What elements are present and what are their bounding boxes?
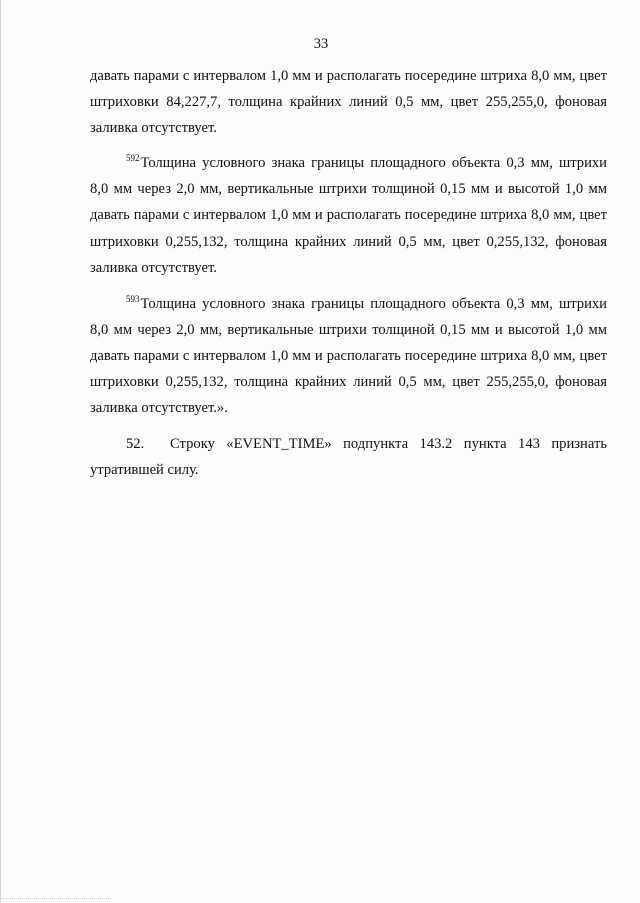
item-52-paragraph <box>90 431 607 483</box>
paragraph-continuation <box>90 63 607 141</box>
scan-edge-line <box>1 898 111 903</box>
paragraph-text: Толщина условного знака границы площадного объекта 0,3 мм, штрихи 8,0 мм через 2,0 мм, вертикальные штрихи толщиной 0,15 мм и высотой 1,0 мм давать парами с интервалом 1,0 мм и располагать посередине штриха 8,0 мм, цвет штриховки 0,255,132, толщина крайних линий 0,5 мм, цвет 0,255,132, фоновая заливка отсутствует. <box>90 155 607 276</box>
item-text: Строку «EVENT_TIME» подпункта 143.2 пункта 143 признать утратившей силу. <box>90 436 607 479</box>
item-number: 52. <box>126 436 145 453</box>
document-body <box>90 63 607 483</box>
footnote-593-paragraph <box>90 291 607 421</box>
footnote-marker: 592 <box>126 153 140 164</box>
footnote-592-paragraph <box>90 150 607 280</box>
paragraph-text: Толщина условного знака границы площадного объекта 0,3 мм, штрихи 8,0 мм через 2,0 мм, вертикальные штрихи толщиной 0,15 мм и высотой 1,0 мм давать парами с интервалом 1,0 мм и располагать посередине штриха 8,0 мм, цвет штриховки 0,255,132, толщина крайних линий 0,5 мм, цвет 255,255,0, фоновая заливка отсутствует.». <box>90 295 607 417</box>
footnote-marker: 593 <box>126 293 140 304</box>
paragraph-text: давать парами с интервалом 1,0 мм и располагать посередине штриха 8,0 мм, цвет штриховки 84,227,7, толщина крайних линий 0,5 мм, цвет 255,255,0, фоновая заливка отсутствует. <box>90 68 607 137</box>
page-number: 33 <box>313 36 329 52</box>
